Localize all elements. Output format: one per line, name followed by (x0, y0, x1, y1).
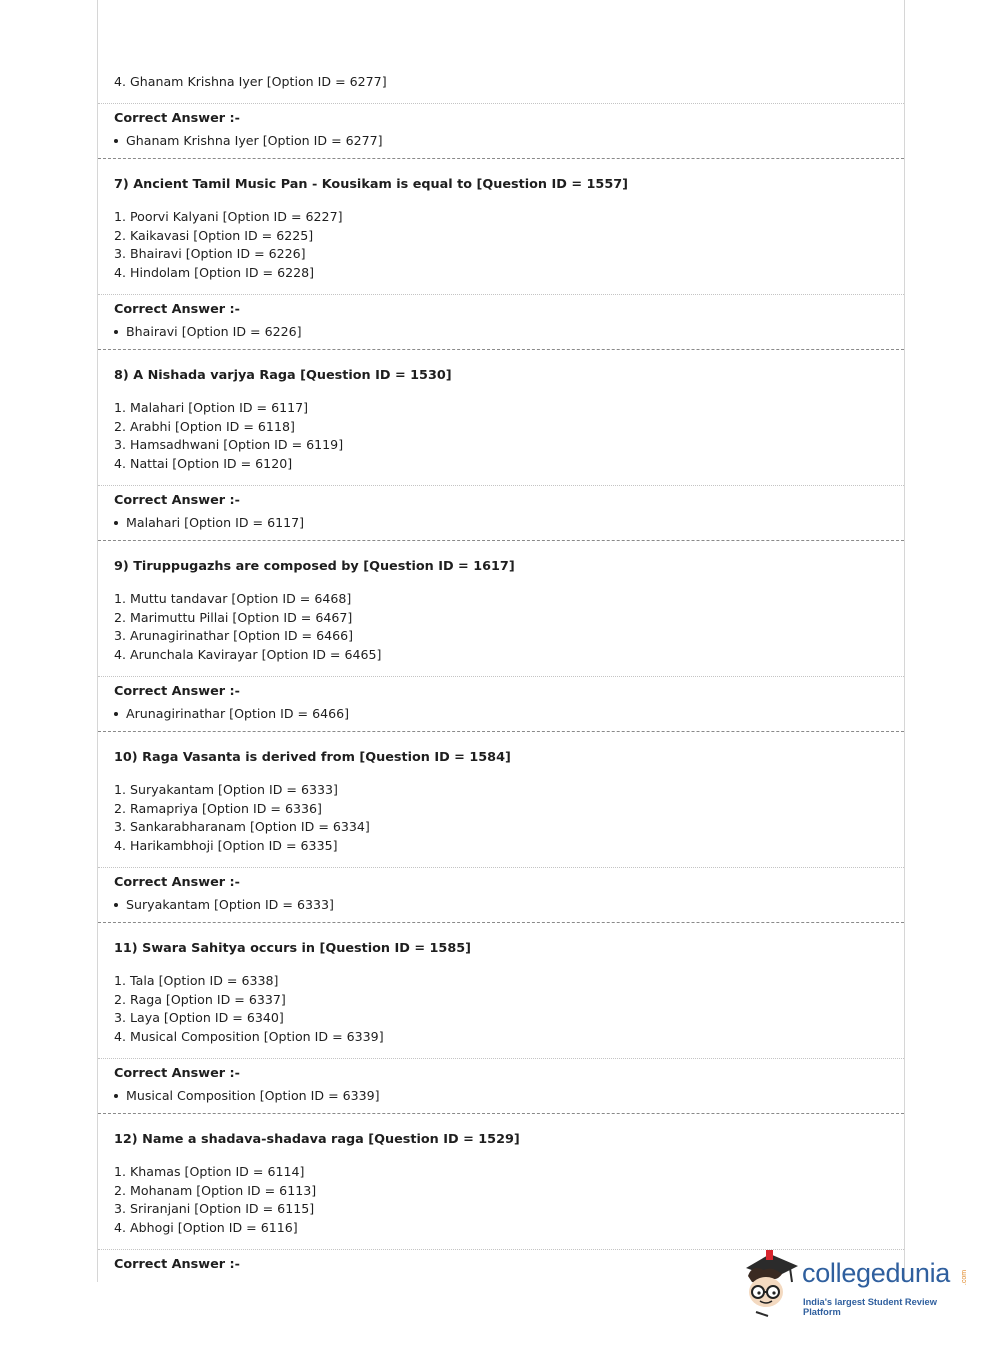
correct-answer: Ghanam Krishna Iyer [Option ID = 6277] (114, 133, 383, 148)
question-divider (98, 922, 904, 923)
brand-tagline: India's largest Student Review Platform (803, 1297, 937, 1317)
brand-domain: .com (961, 1269, 969, 1286)
section-divider (98, 676, 904, 677)
option-line: 4. Nattai [Option ID = 6120] (114, 456, 293, 471)
option-line: 3. Laya [Option ID = 6340] (114, 1010, 284, 1025)
option-line: 2. Arabhi [Option ID = 6118] (114, 419, 295, 434)
option-line: 1. Suryakantam [Option ID = 6333] (114, 782, 338, 797)
option-line: 3. Sankarabharanam [Option ID = 6334] (114, 819, 370, 834)
option-line: 4. Harikambhoji [Option ID = 6335] (114, 838, 338, 853)
option-line: 2. Mohanam [Option ID = 6113] (114, 1183, 317, 1198)
option-line: 1. Tala [Option ID = 6338] (114, 973, 279, 988)
question-title: 11) Swara Sahitya occurs in [Question ID = 1585] (114, 941, 471, 956)
correct-answer-label: Correct Answer :- (114, 302, 240, 317)
bullet-icon (114, 1094, 118, 1098)
option-line: 1. Khamas [Option ID = 6114] (114, 1164, 305, 1179)
correct-answer: Musical Composition [Option ID = 6339] (114, 1088, 380, 1103)
option-line: 4. Musical Composition [Option ID = 6339] (114, 1029, 384, 1044)
bullet-icon (114, 139, 118, 143)
bullet-icon (114, 330, 118, 334)
option-line: 1. Malahari [Option ID = 6117] (114, 400, 309, 415)
collegedunia-logo (742, 1246, 972, 1318)
correct-answer: Suryakantam [Option ID = 6333] (114, 897, 334, 912)
section-divider (98, 867, 904, 868)
option-line: 2. Ramapriya [Option ID = 6336] (114, 801, 322, 816)
section-divider (98, 1058, 904, 1059)
correct-answer-label: Correct Answer :- (114, 111, 240, 126)
option-line: 2. Kaikavasi [Option ID = 6225] (114, 228, 314, 243)
correct-answer-label: Correct Answer :- (114, 493, 240, 508)
option-line: 2. Marimuttu Pillai [Option ID = 6467] (114, 610, 353, 625)
option-line: 3. Bhairavi [Option ID = 6226] (114, 246, 306, 261)
question-divider (98, 731, 904, 732)
option-line: 2. Raga [Option ID = 6337] (114, 992, 286, 1007)
question-divider (98, 540, 904, 541)
option-line: 1. Poorvi Kalyani [Option ID = 6227] (114, 209, 343, 224)
option-line: 3. Hamsadhwani [Option ID = 6119] (114, 437, 344, 452)
question-title: 12) Name a shadava-shadava raga [Question ID = 1529] (114, 1132, 520, 1147)
correct-answer-label: Correct Answer :- (114, 1257, 240, 1272)
exam-sheet (97, 0, 905, 1282)
question-title: 8) A Nishada varjya Raga [Question ID = 1530] (114, 368, 452, 383)
correct-answer-label: Correct Answer :- (114, 684, 240, 699)
option-line: 1. Muttu tandavar [Option ID = 6468] (114, 591, 352, 606)
section-divider (98, 103, 904, 104)
bullet-icon (114, 521, 118, 525)
option-line: 4. Ghanam Krishna Iyer [Option ID = 6277] (114, 74, 387, 89)
bullet-icon (114, 903, 118, 907)
option-line: 3. Sriranjani [Option ID = 6115] (114, 1201, 315, 1216)
correct-answer-label: Correct Answer :- (114, 1066, 240, 1081)
brand-name: collegedunia (802, 1258, 951, 1288)
correct-answer-label: Correct Answer :- (114, 875, 240, 890)
option-line: 4. Arunchala Kavirayar [Option ID = 6465] (114, 647, 382, 662)
question-title: 10) Raga Vasanta is derived from [Question ID = 1584] (114, 750, 511, 765)
correct-answer: Arunagirinathar [Option ID = 6466] (114, 706, 349, 721)
option-line: 4. Abhogi [Option ID = 6116] (114, 1220, 298, 1235)
option-line: 3. Arunagirinathar [Option ID = 6466] (114, 628, 354, 643)
mascot-icon (742, 1246, 804, 1318)
question-divider (98, 158, 904, 159)
section-divider (98, 294, 904, 295)
correct-answer: Malahari [Option ID = 6117] (114, 515, 304, 530)
bullet-icon (114, 712, 118, 716)
option-line: 4. Hindolam [Option ID = 6228] (114, 265, 315, 280)
question-title: 7) Ancient Tamil Music Pan - Kousikam is equal to [Question ID = 1557] (114, 177, 628, 192)
correct-answer: Bhairavi [Option ID = 6226] (114, 324, 302, 339)
question-divider (98, 1113, 904, 1114)
section-divider (98, 485, 904, 486)
question-divider (98, 349, 904, 350)
question-title: 9) Tiruppugazhs are composed by [Question ID = 1617] (114, 559, 515, 574)
